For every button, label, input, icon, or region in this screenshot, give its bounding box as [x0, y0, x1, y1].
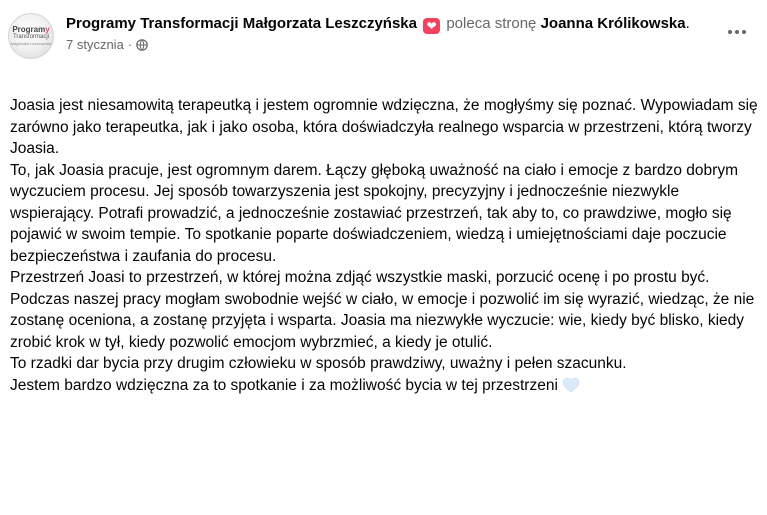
- post-paragraph: To rzadki dar bycia przy drugim człowieku w sposób prawdziwy, uważny i pełen szacunku.: [10, 355, 627, 372]
- more-options-icon[interactable]: [722, 22, 752, 42]
- avatar-logo-subtext: Transformacji: [12, 34, 50, 40]
- light-blue-heart-icon: [562, 377, 580, 393]
- avatar-logo-text-a: Program: [12, 25, 46, 34]
- page-avatar[interactable]: [8, 13, 54, 59]
- avatar-logo-caption: Małgorzata Leszczyńska: [9, 41, 53, 46]
- recommended-page-link[interactable]: Joanna Królikowska: [540, 15, 686, 32]
- post-paragraph: Przestrzeń Joasi to przestrzeń, w której można zdjąć wszystkie maski, porzucić ocenę i po prostu być.: [10, 269, 710, 286]
- avatar-logo-text-b: y: [45, 25, 50, 34]
- post-paragraph-last: [10, 375, 760, 397]
- author-name-link[interactable]: Programy Transformacji Małgorzata Leszczyńska: [66, 15, 417, 32]
- heart-badge-icon: ❤: [423, 18, 440, 34]
- recommends-verb: poleca stronę: [446, 15, 537, 32]
- globe-icon[interactable]: [136, 39, 148, 51]
- post-paragraph-text: Jestem bardzo wdzięczna za to spotkanie i za możliwość bycia w tej przestrzeni: [10, 376, 558, 394]
- post-date-link[interactable]: 7 stycznia: [66, 37, 124, 52]
- title-suffix: .: [685, 15, 690, 32]
- post-title-line: [66, 14, 706, 34]
- post-header: [66, 14, 706, 53]
- meta-separator: ·: [127, 37, 133, 52]
- post-paragraph: Podczas naszej pracy mogłam swobodnie wejść w ciało, w emocje i pozwolić im się wyrazić, wiedząc, że nie zostanę oceniona, a zostanę przyjęta i wsparta. Joasia ma niezwykłe wyczucie: wie, kiedy być blisko, kiedy zrobić krok w tył, kiedy pozwolić emocjom wybrzmieć, a kiedy je otulić.: [10, 290, 755, 351]
- post-meta: [66, 37, 706, 53]
- post-body: [10, 95, 760, 396]
- post-paragraph: Joasia jest niesamowitą terapeutką i jestem ogromnie wdzięczna, że mogłyśmy się poznać. Wypowiadam się zarówno jako terapeutka, jak i jako osoba, która doświadczyła realnego wsparcia w przestrzeni, którą tworzy Joasia.: [10, 97, 758, 157]
- post-paragraph: To, jak Joasia pracuje, jest ogromnym darem. Łączy głęboką uważność na ciało i emocje z bardzo dobrym wyczuciem procesu. Jej sposób towarzyszenia jest spokojny, precyzyjny i jednocześnie niezwykle wspierający. Potrafi prowadzić, a jednocześnie zostawiać przestrzeń, tak aby to, co prawdziwe, mogło się pojawić w swoim tempie. To spotkanie poparte doświadczeniem, wiedzą i umiejętnościami daje poczucie bezpieczeństwa i zaufania do procesu.: [10, 161, 738, 265]
